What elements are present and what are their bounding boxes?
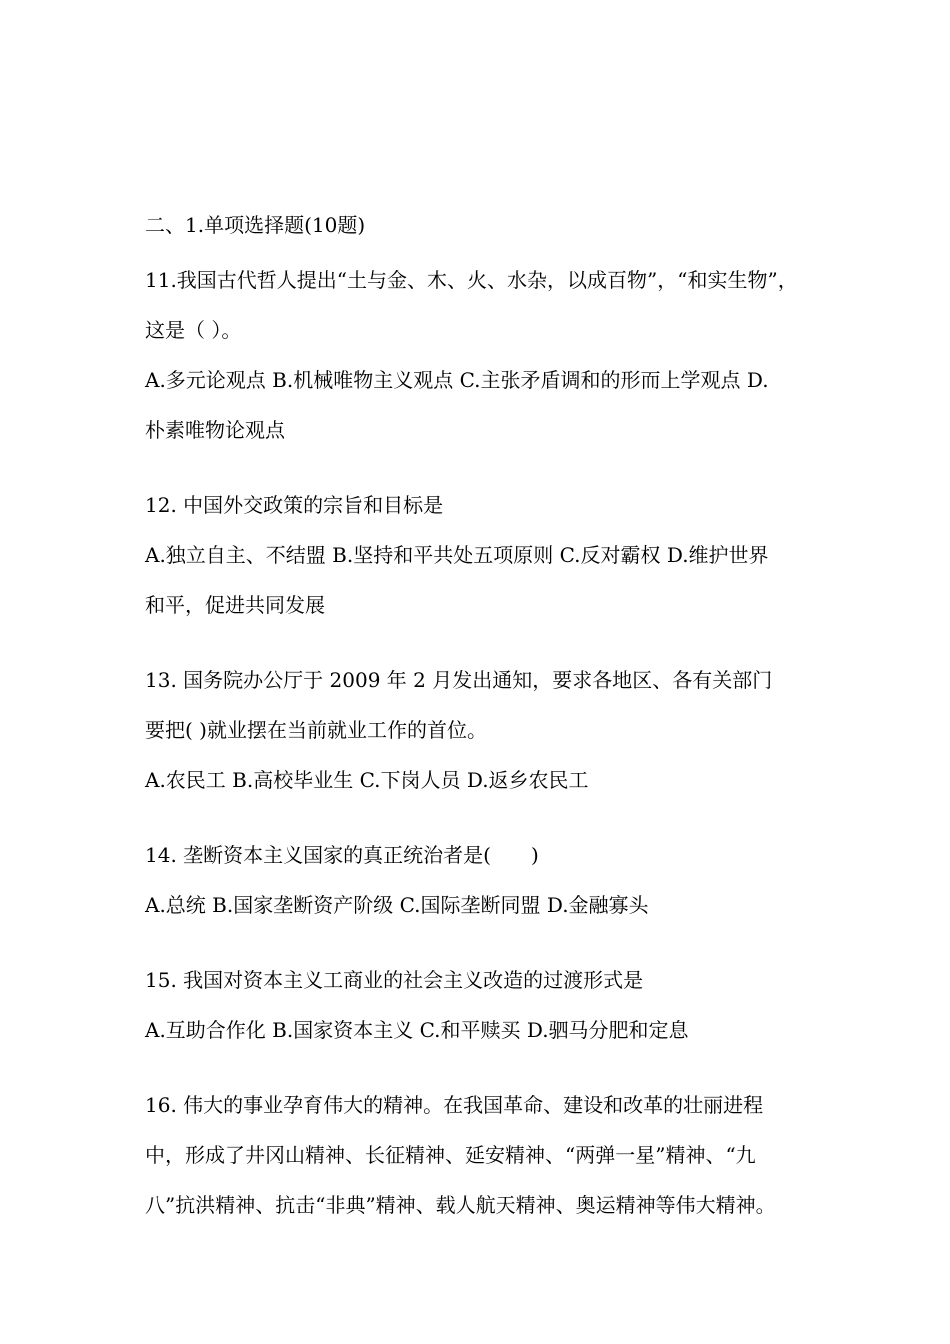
question-13-stem-line-1: 13. 国务院办公厅于 2009 年 2 月发出通知，要求各地区、各有关部门 xyxy=(145,668,773,692)
question-12 xyxy=(145,480,835,630)
question-12-options-line-1: A.独立自主、不结盟 B.坚持和平共处五项原则 C.反对霸权 D.维护世界 xyxy=(145,543,769,567)
question-14 xyxy=(145,830,835,930)
question-14-options: A.总统 B.国家垄断资产阶级 C.国际垄断同盟 D.金融寡头 xyxy=(145,893,649,917)
question-11-stem-line-2: 这是（ ）。 xyxy=(145,318,242,342)
question-15-options: A.互助合作化 B.国家资本主义 C.和平赎买 D.驷马分肥和定息 xyxy=(145,1018,689,1042)
question-11-options-line-1: A.多元论观点 B.机械唯物主义观点 C.主张矛盾调和的形而上学观点 D. xyxy=(145,368,769,392)
question-16 xyxy=(145,1080,835,1230)
question-13-options: A.农民工 B.高校毕业生 C.下岗人员 D.返乡农民工 xyxy=(145,768,589,792)
question-15-stem: 15. 我国对资本主义工商业的社会主义改造的过渡形式是 xyxy=(145,968,644,992)
question-16-stem-line-3: 八”抗洪精神、抗击“非典”精神、载人航天精神、奥运精神等伟大精神。 xyxy=(145,1193,776,1217)
section-heading: 二、1.单项选择题(10题) xyxy=(145,213,366,237)
question-14-stem: 14. 垄断资本主义国家的真正统治者是( ) xyxy=(145,843,539,867)
question-13-stem-line-2: 要把( )就业摆在当前就业工作的首位。 xyxy=(145,718,487,742)
question-16-stem-line-2: 中，形成了井冈山精神、长征精神、延安精神、“两弹一星”精神、“九 xyxy=(145,1143,756,1167)
question-11-stem-line-1: 11.我国古代哲人提出“土与金、木、火、水杂，以成百物”，“和实生物”， xyxy=(145,268,798,292)
question-12-options-line-2: 和平，促进共同发展 xyxy=(145,593,325,617)
question-16-stem-line-1: 16. 伟大的事业孕育伟大的精神。在我国革命、建设和改革的壮丽进程 xyxy=(145,1093,764,1117)
question-11 xyxy=(145,255,835,455)
document-content xyxy=(145,205,835,1255)
question-12-stem: 12. 中国外交政策的宗旨和目标是 xyxy=(145,493,444,517)
question-11-options-line-2: 朴素唯物论观点 xyxy=(145,418,285,442)
question-15 xyxy=(145,955,835,1055)
question-13 xyxy=(145,655,835,805)
